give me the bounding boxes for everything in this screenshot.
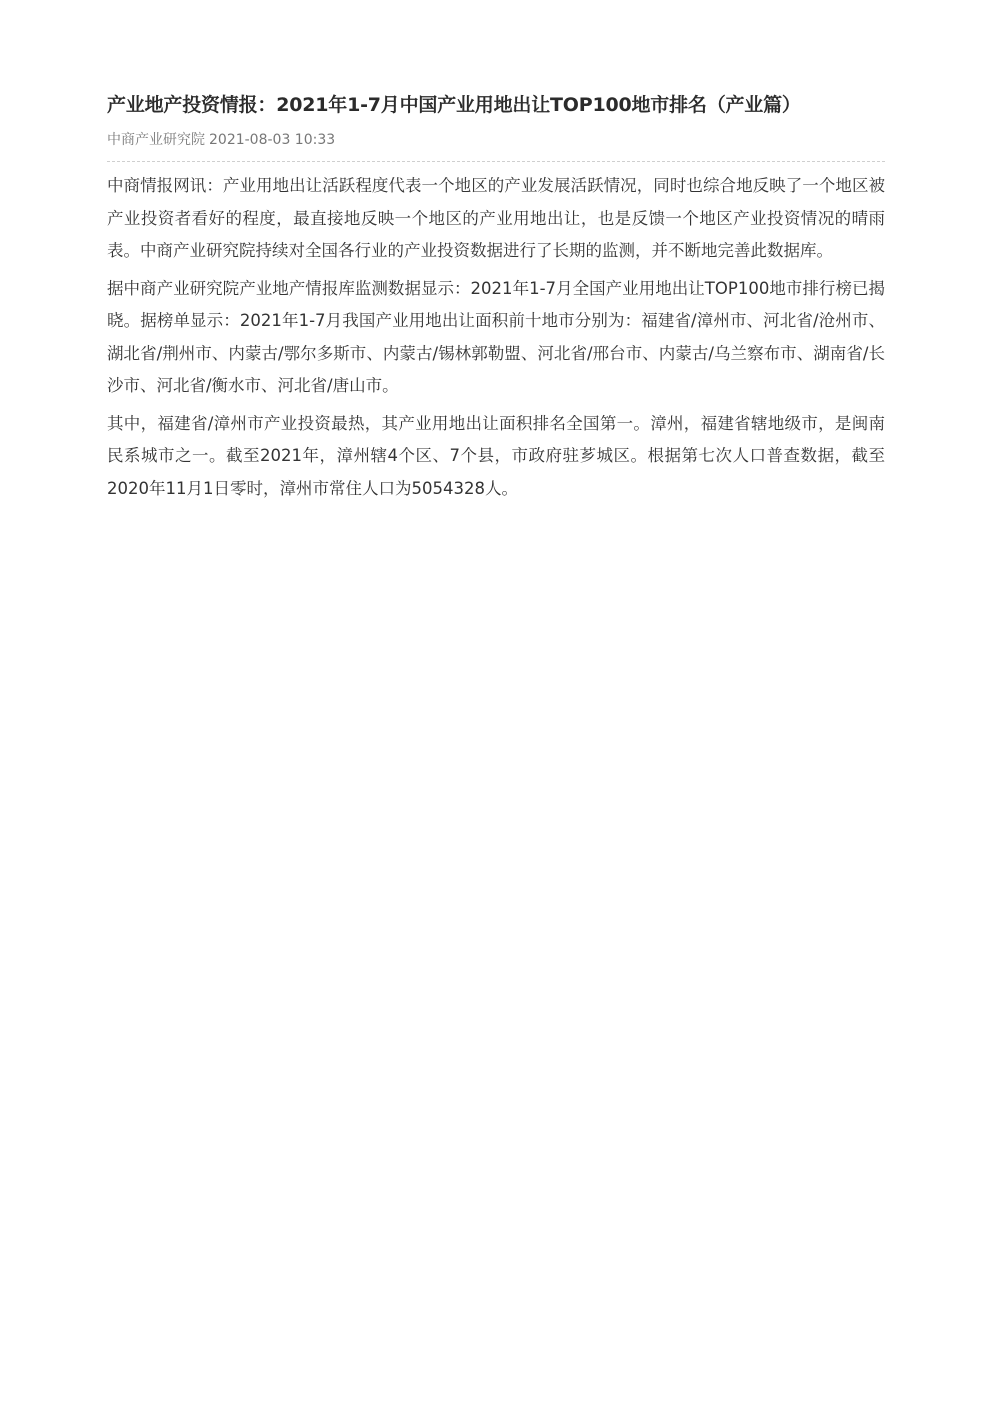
- paragraph: 中商情报网讯：产业用地出让活跃程度代表一个地区的产业发展活跃情况，同时也综合地反映了一个地区被产业投资者看好的程度，最直接地反映一个地区的产业用地出让，也是反馈一个地区产业投资情况的晴雨表。中商产业研究院持续对全国各行业的产业投资数据进行了长期的监测，并不断地完善此数据库。: [107, 176, 885, 260]
- article-meta: [107, 128, 885, 152]
- article-body: [107, 170, 885, 505]
- article: [107, 88, 885, 510]
- article-title: 产业地产投资情报：2021年1-7月中国产业用地出让TOP100地市排名（产业篇）: [107, 94, 801, 116]
- paragraph: 据中商产业研究院产业地产情报库监测数据显示：2021年1-7月全国产业用地出让TOP100地市排行榜已揭晓。据榜单显示：2021年1-7月我国产业用地出让面积前十地市分别为：福建省/漳州市、河北省/沧州市、湖北省/荆州市、内蒙古/鄂尔多斯市、内蒙古/锡林郭勒盟、河北省/邢台市、内蒙古/乌兰察布市、湖南省/长沙市、河北省/衡水市、河北省/唐山市。: [107, 278, 885, 395]
- divider: [107, 161, 885, 162]
- article-datetime: 2021-08-03 10:33: [209, 132, 336, 148]
- paragraph: 其中，福建省/漳州市产业投资最热，其产业用地出让面积排名全国第一。漳州，福建省辖地级市，是闽南民系城市之一。截至2021年，漳州辖4个区、7个县，市政府驻芗城区。根据第七次人口普查数据，截至2020年11月1日零时，漳州市常住人口为5054328人。: [107, 413, 885, 498]
- article-source: 中商产业研究院: [107, 132, 205, 148]
